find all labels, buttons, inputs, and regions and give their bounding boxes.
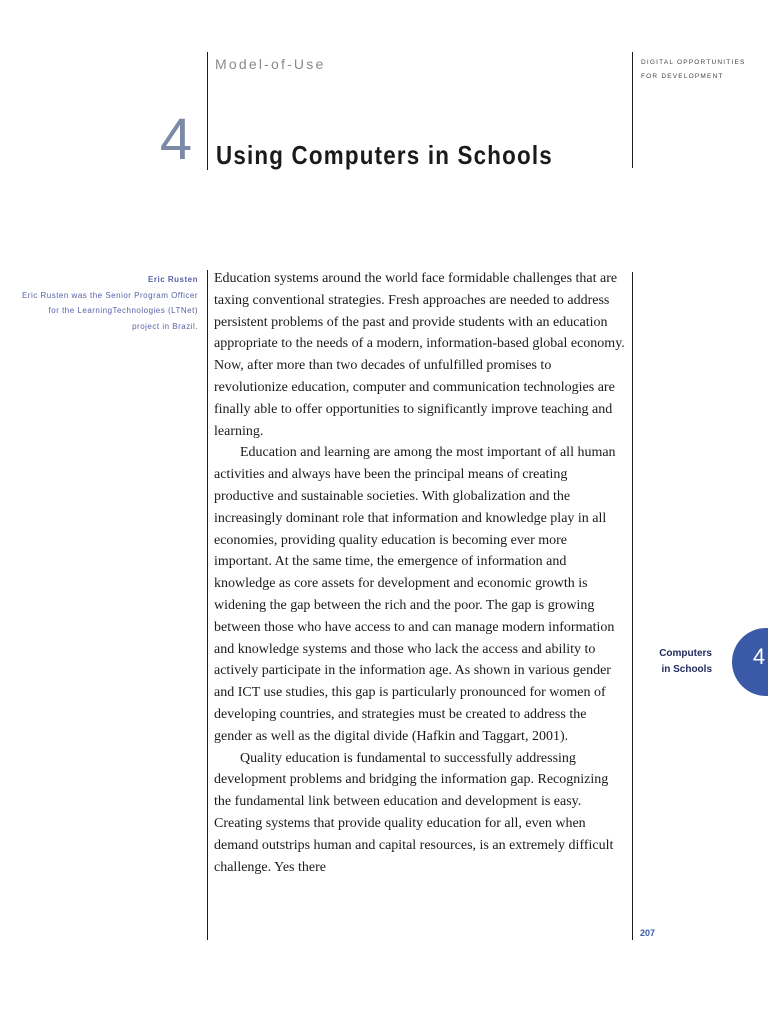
body-paragraph: Education and learning are among the most important of all human activities and always have been the principal means of creating productive and sustainable societies. With globalization and the increasingly dominant role that information and knowledge play in all economies, providing quality education is becoming ever more important. At the same time, the emergence of information and knowledge as core assets for development and economic growth is widening the gap between the rich and the poor. The gap is growing between those who have access to and can manage modern information and knowledge systems and those who lack the access and ability to actively participate in the information age. As shown in various gender and ICT use studies, this gap is particularly pronounced for women of developing countries, and strategies must be created to address the gender as well as the digital divide (Hafkin and Taggart, 2001). — [214, 445, 616, 744]
running-section-label-line2: in Schools — [661, 664, 712, 675]
body-paragraph: Education systems around the world face formidable challenges that are taxing conventional strategies. Fresh approaches are needed to address persistent problems of the past and provide students with an education appropriate to the needs of a modern, information-based global economy. Now, after more than two decades of unfulfilled promises to revolutionize education, computer and communication technologies are finally able to offer opportunities to significantly improve teaching and learning. — [214, 271, 625, 439]
body-divider-left — [207, 270, 208, 940]
chapter-tab-number: 4 — [752, 644, 766, 669]
body-divider-right — [632, 272, 633, 940]
chapter-title: Using Computers in Schools — [216, 140, 553, 170]
running-section-label-line1: Computers — [659, 648, 712, 659]
author-bio: Eric Rusten was the Senior Program Officer for the LearningTechnologies (LTNet) project in Brazil. — [21, 290, 198, 331]
body-paragraph: Quality education is fundamental to successfully addressing development problems and bridging the information gap. Recognizing the fundamental link between education and development is easy. Creating systems that provide quality education for all, even when demand outstrips human and capital resources, is an extremely difficult challenge. Yes there — [214, 750, 614, 875]
page-number: 207 — [640, 928, 656, 938]
author-name: Eric Rusten — [148, 275, 198, 284]
section-label: Model-of-Use — [215, 56, 326, 72]
body-text — [214, 268, 626, 878]
chapter-number: 4 — [159, 107, 193, 172]
header-divider-right — [632, 52, 633, 168]
publisher-label: DIGITAL OPPORTUNITIES FOR DEVELOPMENT — [641, 59, 746, 80]
running-section-label — [640, 646, 712, 678]
header-divider-left — [207, 52, 208, 170]
author-note — [20, 272, 198, 334]
chapter-tab — [732, 628, 768, 696]
